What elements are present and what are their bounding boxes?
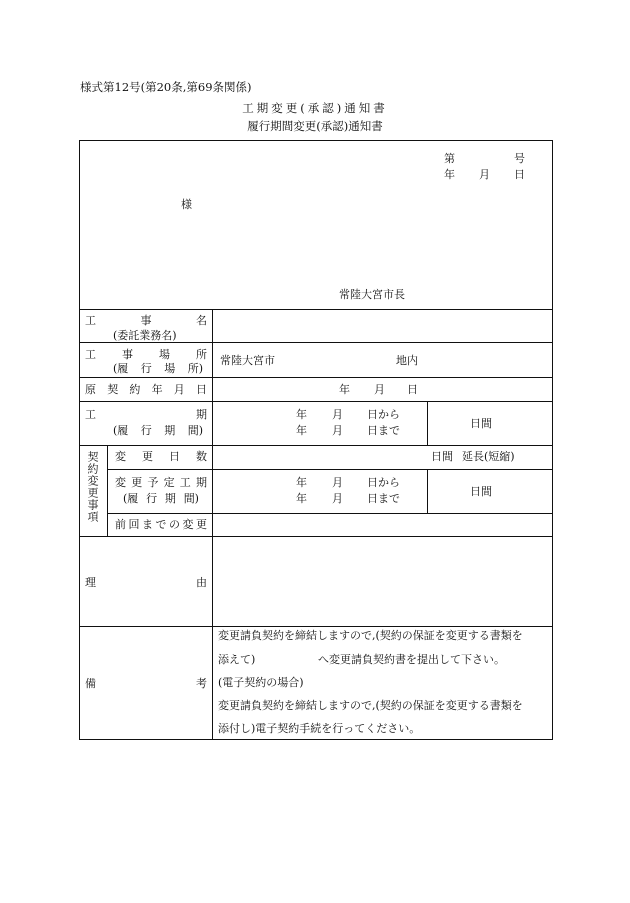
remarks-line-4: 変更請負契約を締結しますので,(契約の保証を変更する書類を (218, 699, 523, 712)
addressee-sama: 様 (181, 198, 192, 211)
remarks-line-2a: 添えて) (218, 653, 256, 666)
date-day: 日 (514, 168, 525, 181)
period-from-year: 年 (296, 408, 307, 421)
label-change-days: 変 更 日 数 (115, 450, 207, 463)
change-days-note: 延長(短縮) (462, 450, 515, 463)
contract-month: 月 (374, 383, 385, 396)
form-number: 様式第12号(第20条,第69条関係) (80, 80, 252, 94)
period-from-day: 日から (367, 408, 400, 421)
period-days: 日間 (470, 417, 492, 430)
remarks-line-1: 変更請負契約を締結しますので,(契約の保証を変更する書類を (218, 629, 523, 642)
remarks-line-3: (電子契約の場合) (218, 676, 304, 689)
period-from-month: 月 (332, 408, 343, 421)
place-suffix: 地内 (396, 354, 418, 367)
label-remarks: 備 考 (85, 677, 207, 690)
place-city: 常陸大宮市 (220, 354, 275, 367)
change-from-year: 年 (296, 476, 307, 489)
change-to-month: 月 (332, 492, 343, 505)
koji-name-field[interactable] (216, 313, 546, 337)
label-koji-place: 工 事 場 所 (85, 348, 207, 361)
label-reason: 理 由 (85, 576, 207, 589)
date-year: 年 (444, 168, 455, 181)
label-koji-name: 工 事 名 (85, 314, 207, 327)
number-go: 号 (514, 152, 525, 165)
contract-day: 日 (407, 383, 418, 396)
title-main: 工期変更(承認)通知書 (242, 101, 388, 115)
label-change-rikou-kikan: (履 行 期 間) (123, 492, 199, 505)
period-to-month: 月 (332, 424, 343, 437)
date-month: 月 (479, 168, 490, 181)
label-period: 工 期 (85, 408, 207, 421)
remarks-line-2b: へ変更請負契約書を提出して下さい。 (318, 653, 505, 666)
label-rikou-kikan: (履 行 期 間) (113, 424, 203, 437)
title-sub: 履行期間変更(承認)通知書 (247, 119, 383, 133)
change-from-month: 月 (332, 476, 343, 489)
remarks-line-5: 添付し)電子契約手続を行ってください。 (218, 722, 421, 735)
change-to-year: 年 (296, 492, 307, 505)
number-dai: 第 (444, 152, 455, 165)
change-from-day: 日から (367, 476, 400, 489)
label-change-group: 契約変更事項 (86, 451, 99, 523)
label-contract-date: 原 契 約 年 月 日 (85, 383, 207, 396)
label-change-period: 変 更 予 定 工 期 (115, 476, 207, 489)
issuer-name: 常陸大宮市長 (339, 288, 405, 301)
label-itaku-gyomu: (委託業務名) (113, 329, 177, 342)
change-days-value: 日間 (431, 450, 453, 463)
notice-form-table (79, 140, 553, 740)
change-to-day: 日まで (367, 492, 400, 505)
label-rikou-basho: (履 行 場 所) (113, 362, 203, 375)
change-period-days: 日間 (470, 485, 492, 498)
period-to-year: 年 (296, 424, 307, 437)
label-prev-change: 前 回 ま で の 変 更 (115, 518, 207, 531)
contract-year: 年 (339, 383, 350, 396)
period-to-day: 日まで (367, 424, 400, 437)
